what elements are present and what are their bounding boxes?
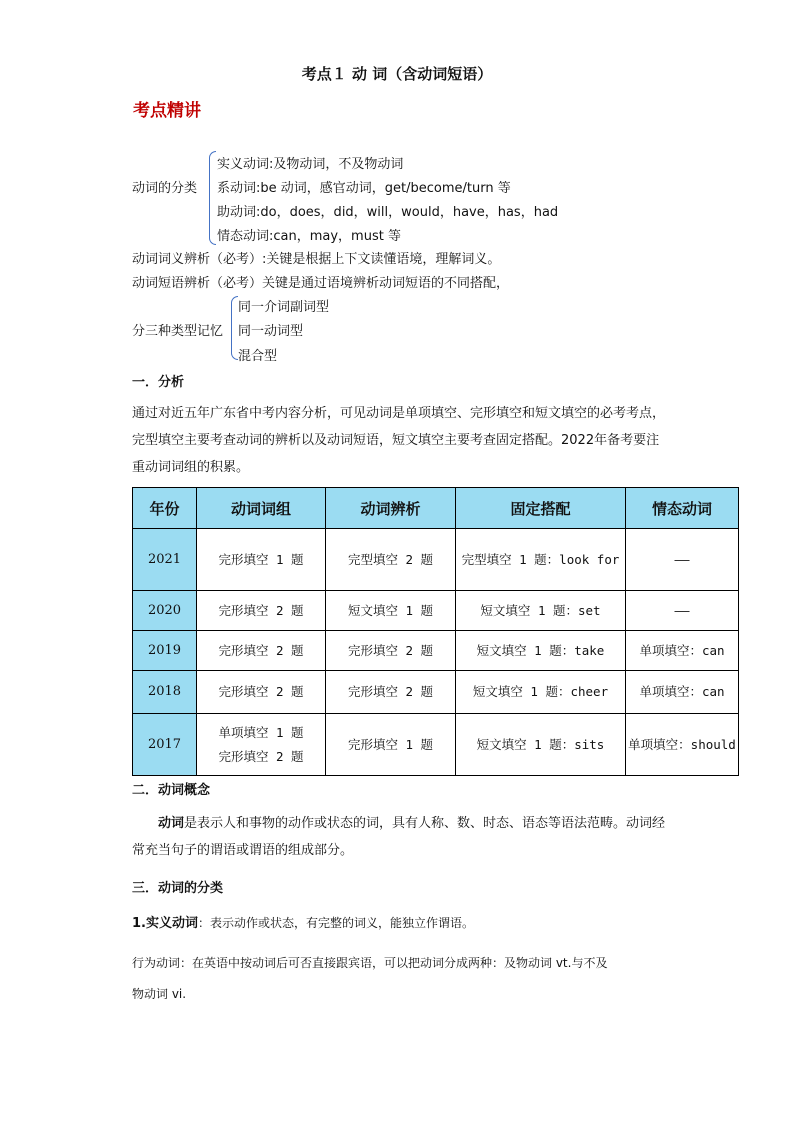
- table-row: [133, 529, 739, 591]
- header-cell: 固定搭配: [456, 488, 626, 529]
- table-cell: 完型填空 1 题：look for: [456, 529, 626, 591]
- table-cell: 完形填空 2 题: [197, 591, 326, 631]
- section3-line: 行为动词：在英语中按动词后可否直接跟宾语，可以把动词分成两种：及物动词 vt.与不及: [132, 956, 608, 970]
- three-types-label: 分三种类型记忆: [132, 324, 224, 339]
- header-cell: 动词词组: [197, 488, 326, 529]
- year-cell: 2020: [133, 591, 197, 631]
- header-cell: 情态动词: [626, 488, 739, 529]
- table-cell: 完形填空 2 题: [197, 671, 326, 714]
- table-row: [133, 714, 739, 776]
- year-cell: 2017: [133, 714, 197, 776]
- three-types-item: 同一动词型: [238, 324, 304, 339]
- table-cell: 单项填空 1 题 完形填空 2 题: [197, 714, 326, 776]
- table-cell: 短文填空 1 题：sits: [456, 714, 626, 776]
- phrase-analysis: 动词短语辨析（必考）关键是通过语境辨析动词短语的不同搭配，: [132, 276, 510, 291]
- three-types-bracket: [231, 296, 238, 360]
- three-types-item: 混合型: [238, 349, 278, 364]
- classification-item: 实义动词:及物动词，不及物动词: [217, 157, 404, 172]
- classification-item: 系动词:be 动词，感官动词，get/become/turn 等: [217, 181, 511, 196]
- classification-bracket: [209, 151, 216, 245]
- section2-heading: 二．动词概念: [132, 783, 211, 798]
- header-cell: 动词辨析: [326, 488, 456, 529]
- table-cell: 完形填空 2 题: [197, 631, 326, 671]
- table-cell: 短文填空 1 题：take: [456, 631, 626, 671]
- table-cell: ——: [626, 529, 739, 591]
- table-cell: 完型填空 2 题: [326, 529, 456, 591]
- table-cell: 短文填空 1 题: [326, 591, 456, 631]
- table-row: [133, 671, 739, 714]
- table-cell: 单项填空：can: [626, 631, 739, 671]
- section2-bold-term: 动词: [158, 816, 185, 831]
- year-cell: 2019: [133, 631, 197, 671]
- section3-sub-heading: 1.实义动词: [132, 916, 198, 931]
- year-cell: 2018: [133, 671, 197, 714]
- section-title: 考点精讲: [133, 101, 201, 121]
- table-cell: 完形填空 2 题: [326, 671, 456, 714]
- table-cell: 完形填空 1 题: [197, 529, 326, 591]
- table-row: [133, 631, 739, 671]
- page-title: 考点１ 动 词（含动词短语）: [301, 65, 493, 83]
- header-cell: 年份: [133, 488, 197, 529]
- exam-table: [132, 487, 739, 776]
- section1-paragraph: 通过对近五年广东省中考内容分析，可见动词是单项填空、完形填空和短文填空的必考考点，完型填空主要考查动词的辨析以及动词短语，短文填空主要考查固定搭配。2022年备考要注重动词词组的积累。: [132, 406, 666, 475]
- table-cell: ——: [626, 591, 739, 631]
- table-cell: 单项填空：can: [626, 671, 739, 714]
- year-cell: 2021: [133, 529, 197, 591]
- table-header-row: [133, 488, 739, 529]
- section2-text: 是表示人和事物的动作或状态的词，具有人称、数、时态、语态等语法范畴。动词经常充当句子的谓语或谓语的组成部分。: [132, 816, 666, 858]
- table-cell: 完形填空 2 题: [326, 631, 456, 671]
- table-cell: 单项填空：should: [626, 714, 739, 776]
- table-cell: 短文填空 1 题：cheer: [456, 671, 626, 714]
- section3-sub-text: ：表示动作或状态，有完整的词义，能独立作谓语。: [197, 916, 474, 930]
- table-row: [133, 591, 739, 631]
- section3-heading: 三．动词的分类: [132, 881, 224, 896]
- section3-line: 物动词 vi.: [132, 987, 187, 1001]
- meaning-analysis: 动词词义辨析（必考）:关键是根据上下文读懂语境，理解词义。: [132, 252, 501, 267]
- classification-item: 助动词:do，does，did，will，would，have，has，had: [217, 205, 559, 220]
- section1-heading: 一．分析: [132, 375, 185, 390]
- table-cell: 完形填空 1 题: [326, 714, 456, 776]
- classification-item: 情态动词:can，may，must 等: [217, 229, 401, 244]
- section2-paragraph: [132, 810, 672, 864]
- section3-subsection: [132, 912, 474, 931]
- classification-label: 动词的分类: [132, 181, 198, 196]
- table-cell: 短文填空 1 题：set: [456, 591, 626, 631]
- three-types-item: 同一介词副词型: [238, 300, 330, 315]
